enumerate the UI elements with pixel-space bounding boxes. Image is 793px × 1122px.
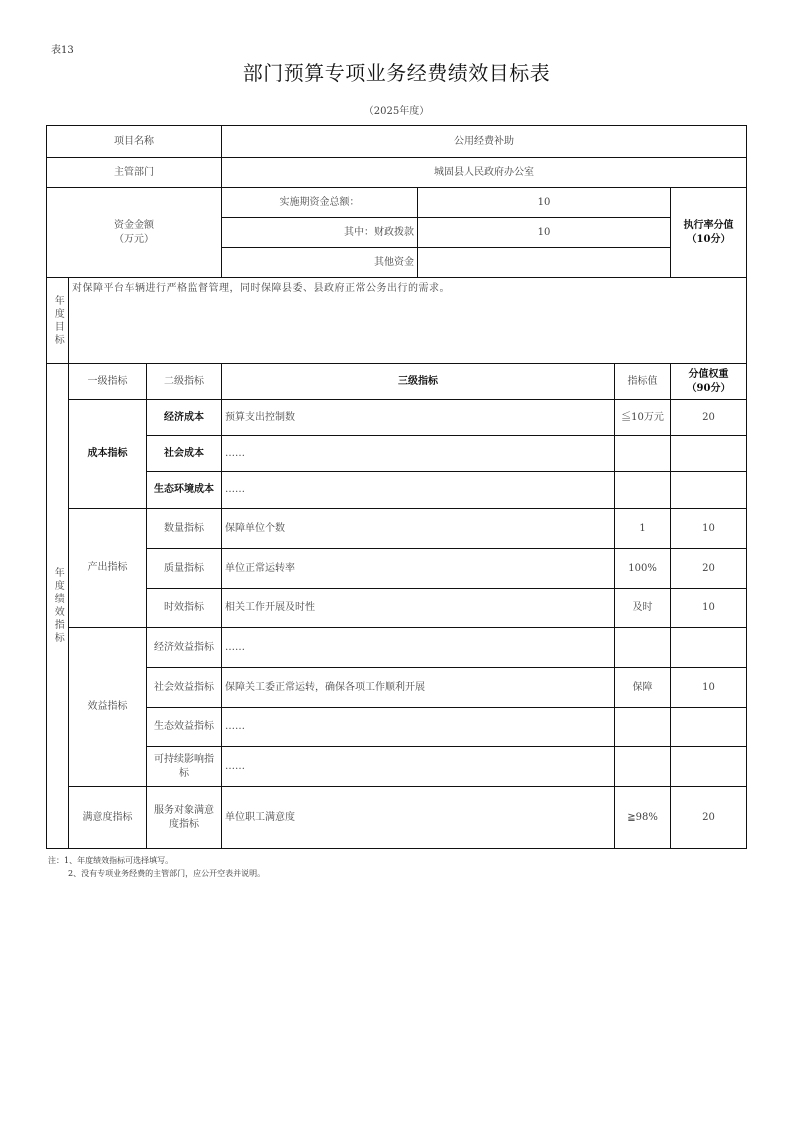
value-cell <box>615 747 671 787</box>
total-funds-value: 10 <box>418 188 671 218</box>
level2-cell: 社会成本 <box>147 436 222 472</box>
level1-cost: 成本指标 <box>69 400 147 509</box>
level3-cell: 保障关工委正常运转，确保各项工作顺利开展 <box>222 668 615 708</box>
value-cell: 保障 <box>615 668 671 708</box>
header-weight <box>671 364 747 400</box>
table-row <box>47 472 747 509</box>
fiscal-year: （2025年度） <box>363 106 430 117</box>
level3-cell: 保障单位个数 <box>222 509 615 549</box>
other-funds-value <box>418 248 671 278</box>
department-label: 主管部门 <box>47 158 222 188</box>
level2-cell: 服务对象满意度指标 <box>147 787 222 849</box>
level3-cell: …… <box>222 472 615 509</box>
level3-cell: …… <box>222 628 615 668</box>
annual-goal-row <box>47 278 747 364</box>
header-value: 指标值 <box>615 364 671 400</box>
note-1: 注：1、年度绩效指标可选择填写。 <box>48 856 174 865</box>
funds-label-line2: （万元） <box>114 233 155 245</box>
execution-rate-score <box>671 188 747 278</box>
weight-cell <box>671 708 747 747</box>
table-row <box>47 549 747 589</box>
fiscal-funds-value: 10 <box>418 218 671 248</box>
level3-cell: …… <box>222 747 615 787</box>
value-cell: 及时 <box>615 589 671 628</box>
level3-cell: 预算支出控制数 <box>222 400 615 436</box>
indicator-header-row <box>47 364 747 400</box>
note-2: 2、没有专项业务经费的主管部门，应公开空表并说明。 <box>68 868 266 878</box>
department-row <box>47 158 747 188</box>
weight-cell: 20 <box>671 400 747 436</box>
table-row <box>47 708 747 747</box>
level2-cell: 经济成本 <box>147 400 222 436</box>
exec-score-line1: 执行率分值 <box>683 220 734 231</box>
level2-cell: 社会效益指标 <box>147 668 222 708</box>
funds-total-row <box>47 188 747 218</box>
table-row <box>47 787 747 849</box>
weight-cell: 20 <box>671 549 747 589</box>
level3-cell: 相关工作开展及时性 <box>222 589 615 628</box>
value-cell <box>615 708 671 747</box>
weight-cell: 20 <box>671 787 747 849</box>
project-name-row <box>47 126 747 158</box>
table-number: 表13 <box>51 45 74 56</box>
annual-goal-text: 对保障平台车辆进行严格监督管理，同时保障县委、县政府正常公务出行的需求。 <box>69 278 747 364</box>
value-cell: ≧98% <box>615 787 671 849</box>
weight-cell: 10 <box>671 589 747 628</box>
header-level1: 一级指标 <box>69 364 147 400</box>
notes <box>48 855 265 881</box>
level1-satisfaction: 满意度指标 <box>69 787 147 849</box>
level2-cell: 质量指标 <box>147 549 222 589</box>
header-level2: 二级指标 <box>147 364 222 400</box>
value-cell: 100% <box>615 549 671 589</box>
page-title: 部门预算专项业务经费绩效目标表 <box>242 61 551 85</box>
level3-cell: …… <box>222 436 615 472</box>
level2-cell: 经济效益指标 <box>147 628 222 668</box>
level2-cell: 生态环境成本 <box>147 472 222 509</box>
weight-cell <box>671 747 747 787</box>
total-funds-label: 实施期资金总额： <box>222 188 418 218</box>
header-level3: 三级指标 <box>222 364 615 400</box>
value-cell <box>615 628 671 668</box>
level2-cell: 时效指标 <box>147 589 222 628</box>
level3-cell: 单位正常运转率 <box>222 549 615 589</box>
table-row <box>47 509 747 549</box>
table-row <box>47 589 747 628</box>
header-weight-line2: （90分） <box>686 382 731 394</box>
level3-cell: 单位职工满意度 <box>222 787 615 849</box>
department-value: 城固县人民政府办公室 <box>222 158 747 188</box>
weight-cell <box>671 628 747 668</box>
table-row <box>47 400 747 436</box>
level1-benefit: 效益指标 <box>69 628 147 787</box>
value-cell: 1 <box>615 509 671 549</box>
table-row <box>47 628 747 668</box>
level3-cell: …… <box>222 708 615 747</box>
other-funds-label: 其他资金 <box>222 248 418 278</box>
funds-label-line1: 资金金额 <box>114 220 155 231</box>
table-row <box>47 436 747 472</box>
annual-goal-label: 年度目标 <box>47 278 69 364</box>
weight-cell <box>671 472 747 509</box>
performance-target-table <box>46 125 747 849</box>
fiscal-funds-label: 其中：财政拨款 <box>222 218 418 248</box>
project-name-label: 项目名称 <box>47 126 222 158</box>
value-cell <box>615 436 671 472</box>
value-cell: ≦10万元 <box>615 400 671 436</box>
weight-cell <box>671 436 747 472</box>
weight-cell: 10 <box>671 509 747 549</box>
level2-cell: 数量指标 <box>147 509 222 549</box>
exec-score-line2: （10分） <box>686 233 731 245</box>
funds-label <box>47 188 222 278</box>
weight-cell: 10 <box>671 668 747 708</box>
table-row <box>47 668 747 708</box>
project-name-value: 公用经费补助 <box>222 126 747 158</box>
indicators-side-label: 年度绩效指标 <box>47 364 69 849</box>
level2-cell: 生态效益指标 <box>147 708 222 747</box>
level2-cell: 可持续影响指标 <box>147 747 222 787</box>
header-weight-line1: 分值权重 <box>688 369 729 380</box>
level1-output: 产出指标 <box>69 509 147 628</box>
table-row <box>47 747 747 787</box>
value-cell <box>615 472 671 509</box>
